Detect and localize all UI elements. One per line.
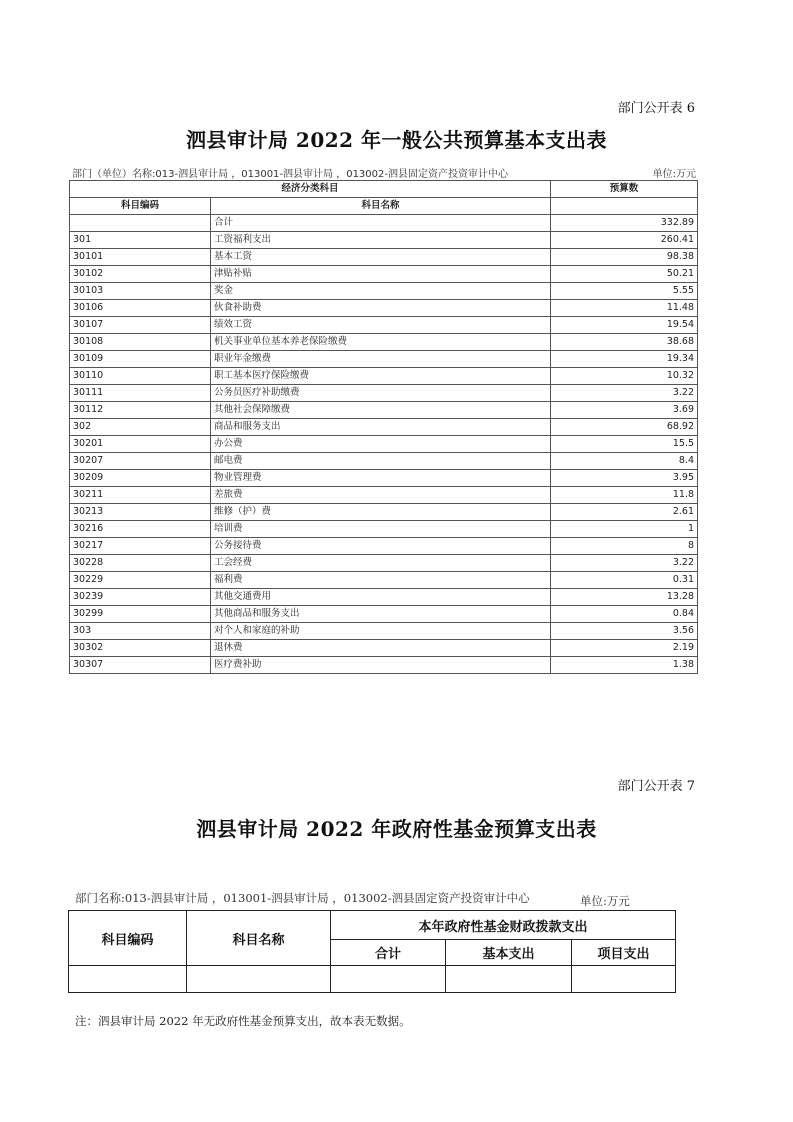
table-row [70,470,698,487]
row-name: 邮电费 [211,453,551,470]
header-budget: 预算数 [551,181,698,198]
row-value: 15.5 [551,436,698,453]
table-row [70,487,698,504]
row-code: 30217 [70,538,211,555]
row-name: 工资福利支出 [211,232,551,249]
table6-title: 泗县审计局 2022 年一般公共预算基本支出表 [185,128,608,152]
row-name: 绩效工资 [211,317,551,334]
row-value: 19.54 [551,317,698,334]
table-row [70,334,698,351]
t7-cell [572,966,676,993]
row-value: 13.28 [551,589,698,606]
row-name: 物业管理费 [211,470,551,487]
row-value: 5.55 [551,283,698,300]
row-value: 0.31 [551,572,698,589]
row-name: 其他社会保障缴费 [211,402,551,419]
row-value: 50.21 [551,266,698,283]
row-name: 商品和服务支出 [211,419,551,436]
table-row [70,521,698,538]
row-value: 11.8 [551,487,698,504]
table-row [70,249,698,266]
t7-header-basic: 基本支出 [446,940,572,966]
table-row [70,419,698,436]
government-fund-table [68,910,676,993]
table-row [70,504,698,521]
row-name: 职业年金缴费 [211,351,551,368]
row-value: 2.19 [551,640,698,657]
table6-dept: 部门（单位）名称:013-泗县审计局 ，013001-泗县审计局 ，013002-泗县固定资产投资审计中心 [72,169,508,180]
row-value: 3.56 [551,623,698,640]
t7-empty-row [69,966,676,993]
row-name: 工会经费 [211,555,551,572]
table-row [70,572,698,589]
row-value: 68.92 [551,419,698,436]
row-code: 30307 [70,657,211,674]
row-value: 1.38 [551,657,698,674]
row-code: 30102 [70,266,211,283]
table-row [70,436,698,453]
table-row [70,640,698,657]
table6-tag: 部门公开表 6 [617,101,695,116]
row-code: 30201 [70,436,211,453]
budget-basic-expense-table [69,180,698,674]
row-code: 30302 [70,640,211,657]
row-code: 30101 [70,249,211,266]
row-name: 福利费 [211,572,551,589]
table6-unit: 单位:万元 [652,169,696,180]
row-value: 10.32 [551,368,698,385]
table-row [70,232,698,249]
row-name: 退休费 [211,640,551,657]
header-name: 科目名称 [211,198,551,215]
header-empty [551,198,698,215]
row-value: 3.95 [551,470,698,487]
table-row [70,300,698,317]
row-code: 30109 [70,351,211,368]
t7-header-total: 合计 [331,940,446,966]
table-row [70,623,698,640]
row-name: 合计 [211,215,551,232]
row-code: 30103 [70,283,211,300]
row-name: 其他交通费用 [211,589,551,606]
header-economic-classification: 经济分类科目 [70,181,551,198]
t7-header-project: 项目支出 [572,940,676,966]
t7-cell [331,966,446,993]
t7-header-group: 本年政府性基金财政拨款支出 [331,911,676,940]
t7-header-code: 科目编码 [69,911,187,966]
row-code: 30213 [70,504,211,521]
table-row [70,266,698,283]
row-code: 301 [70,232,211,249]
row-code: 30299 [70,606,211,623]
row-code: 30110 [70,368,211,385]
row-value: 38.68 [551,334,698,351]
row-code: 30228 [70,555,211,572]
table-row [70,555,698,572]
row-name: 公务员医疗补助缴费 [211,385,551,402]
row-name: 基本工资 [211,249,551,266]
table-row [70,589,698,606]
table-row [70,606,698,623]
table-row [70,402,698,419]
table7-dept: 部门名称:013-泗县审计局 ，013001-泗县审计局 ，013002-泗县固定资产投资审计中心 [75,891,530,905]
row-name: 奖金 [211,283,551,300]
row-value: 3.22 [551,385,698,402]
t7-header-name: 科目名称 [187,911,331,966]
row-value: 98.38 [551,249,698,266]
row-code: 30106 [70,300,211,317]
row-name: 职工基本医疗保险缴费 [211,368,551,385]
row-code: 303 [70,623,211,640]
header-code: 科目编码 [70,198,211,215]
row-code: 30209 [70,470,211,487]
row-value: 1 [551,521,698,538]
row-code [70,215,211,232]
table-row [70,317,698,334]
row-code: 30229 [70,572,211,589]
row-name: 维修（护）费 [211,504,551,521]
row-code: 30216 [70,521,211,538]
table-row [70,215,698,232]
row-name: 医疗费补助 [211,657,551,674]
row-name: 伙食补助费 [211,300,551,317]
row-code: 30239 [70,589,211,606]
row-name: 差旅费 [211,487,551,504]
row-value: 8 [551,538,698,555]
row-name: 其他商品和服务支出 [211,606,551,623]
row-value: 0.84 [551,606,698,623]
table-row [70,453,698,470]
row-code: 30108 [70,334,211,351]
row-value: 19.34 [551,351,698,368]
table-row [70,385,698,402]
row-code: 30112 [70,402,211,419]
t7-cell [69,966,187,993]
table-row [70,368,698,385]
row-value: 332.89 [551,215,698,232]
row-name: 培训费 [211,521,551,538]
row-code: 30107 [70,317,211,334]
row-value: 8.4 [551,453,698,470]
row-name: 办公费 [211,436,551,453]
table-row [70,283,698,300]
table7-note: 注：泗县审计局 2022 年无政府性基金预算支出，故本表无数据。 [75,1014,411,1028]
t7-cell [446,966,572,993]
row-name: 津贴补贴 [211,266,551,283]
row-value: 260.41 [551,232,698,249]
row-code: 30111 [70,385,211,402]
table7-tag: 部门公开表 7 [617,779,695,794]
table-row [70,351,698,368]
row-name: 对个人和家庭的补助 [211,623,551,640]
table7-title: 泗县审计局 2022 年政府性基金预算支出表 [196,817,597,841]
row-name: 公务接待费 [211,538,551,555]
row-code: 30207 [70,453,211,470]
row-name: 机关事业单位基本养老保险缴费 [211,334,551,351]
table-row [70,657,698,674]
row-value: 3.69 [551,402,698,419]
row-code: 302 [70,419,211,436]
row-code: 30211 [70,487,211,504]
table6-body [70,215,698,674]
row-value: 11.48 [551,300,698,317]
table-row [70,538,698,555]
row-value: 2.61 [551,504,698,521]
table7-unit: 单位:万元 [580,894,630,908]
row-value: 3.22 [551,555,698,572]
t7-cell [187,966,331,993]
